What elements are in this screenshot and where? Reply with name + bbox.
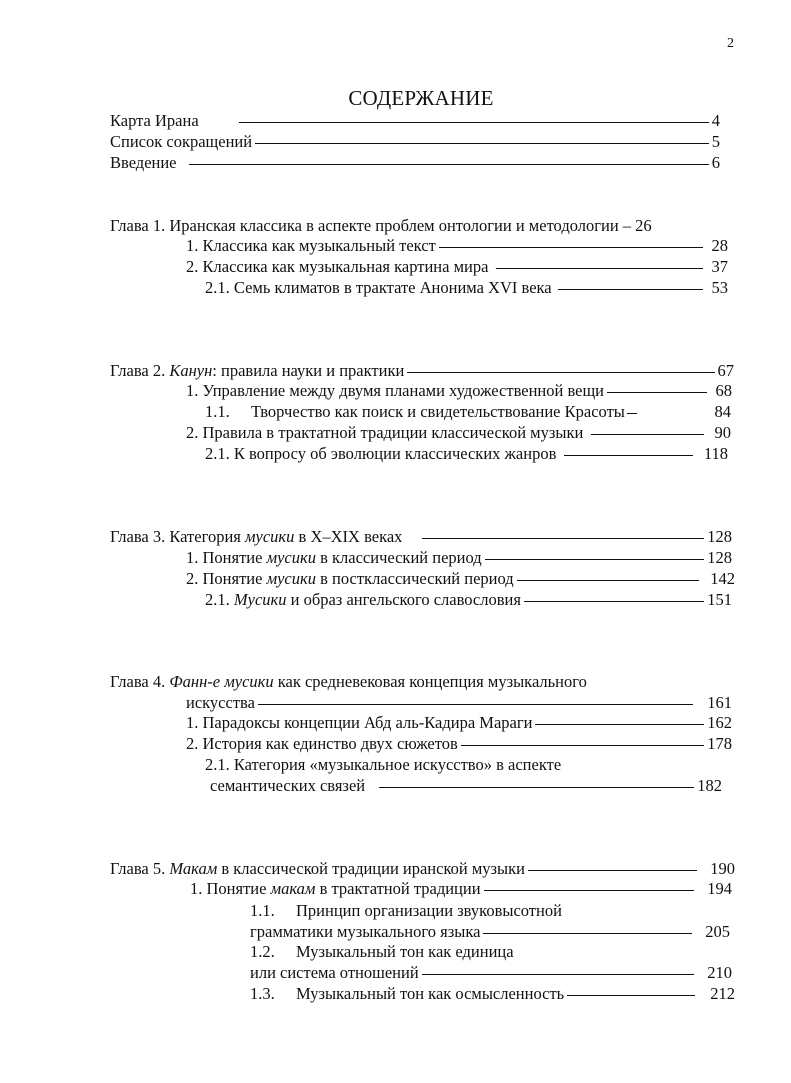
leader-line (558, 289, 703, 290)
toc-section-3-2: 2. Понятие мусики в постклассический период 142 (186, 569, 735, 588)
leader-line (239, 122, 709, 123)
leader-line (461, 745, 704, 746)
leader-line (567, 995, 695, 996)
toc-chapter-4-cont: искусства 161 (186, 693, 732, 712)
leader-line (258, 704, 693, 705)
toc-section-5-1-2-cont: или система отношений 210 (250, 963, 732, 982)
toc-section-2-1: 1. Управление между двумя планами художественной вещи 68 (186, 381, 732, 400)
toc-chapter-4: Глава 4. Фанн-е мусики как средневековая концепция музыкального (110, 672, 587, 691)
page-number: 2 (727, 36, 734, 51)
leader-line (189, 164, 709, 165)
toc-section-2-2-1: 2.1. К вопросу об эволюции классических жанров 118 (205, 444, 728, 463)
leader-line (524, 601, 704, 602)
toc-section-5-1-1: 1.1. Принцип организации звуковысотной (250, 901, 562, 920)
toc-section-1-2: 2. Классика как музыкальная картина мира 37 (186, 257, 728, 276)
toc-section-4-2-1: 2.1. Категория «музыкальное искусство» в аспекте (205, 755, 562, 774)
leader-line (496, 268, 702, 269)
leader-line (591, 434, 703, 435)
leader-line (484, 890, 695, 891)
toc-chapter-5: Глава 5. Макам в классической традиции иранской музыки 190 (110, 859, 735, 878)
toc-section-1-1: 1. Классика как музыкальный текст 28 (186, 236, 728, 255)
leader-line (422, 974, 695, 975)
toc-entry-map: Карта Ирана 4 (110, 111, 720, 130)
leader-line (422, 538, 704, 539)
toc-section-4-2-1-cont: семантических связей 182 (210, 776, 722, 795)
toc-section-5-1-2: 1.2. Музыкальный тон как единица (250, 942, 514, 961)
toc-section-4-2: 2. История как единство двух сюжетов 178 (186, 734, 732, 753)
leader-line (535, 724, 704, 725)
leader-line (407, 372, 714, 373)
toc-section-3-2-1: 2.1. Мусики и образ ангельского славословия 151 (205, 590, 732, 609)
toc-section-5-1-3: 1.3. Музыкальный тон как осмысленность 212 (250, 984, 735, 1003)
leader-line (485, 559, 705, 560)
toc-chapter-1: Глава 1. Иранская классика в аспекте проблем онтологии и методологии – 26 (110, 216, 652, 235)
toc-section-1-2-1: 2.1. Семь климатов в трактате Анонима XVI века 53 (205, 278, 728, 297)
toc-entry-abbreviations: Список сокращений 5 (110, 132, 720, 151)
toc-chapter-2: Глава 2. Канун: правила науки и практики 67 (110, 361, 734, 380)
page-title: СОДЕРЖАНИЕ (348, 86, 494, 110)
toc-section-5-1: 1. Понятие макам в трактатной традиции 194 (190, 879, 732, 898)
toc-chapter-3: Глава 3. Категория мусики в X–XIX веках 128 (110, 527, 732, 546)
toc-entry-introduction: Введение 6 (110, 153, 720, 172)
leader-line (255, 143, 709, 144)
toc-section-5-1-1-cont: грамматики музыкального языка 205 (250, 922, 730, 941)
leader-line (379, 787, 694, 788)
toc-section-3-1: 1. Понятие мусики в классический период 128 (186, 548, 732, 567)
leader-line (439, 247, 703, 248)
leader-line (483, 933, 692, 934)
leader-line (564, 455, 692, 456)
leader-line (528, 870, 697, 871)
toc-section-2-1-1: 1.1. Творчество как поиск и свидетельствование Красоты 84 (205, 402, 731, 421)
leader-line (607, 392, 706, 393)
leader-line (517, 580, 700, 581)
toc-section-2-2: 2. Правила в трактатной традиции классической музыки 90 (186, 423, 731, 442)
leader-line (627, 413, 637, 414)
toc-section-4-1: 1. Парадоксы концепции Абд аль-Кадира Мараги 162 (186, 713, 732, 732)
